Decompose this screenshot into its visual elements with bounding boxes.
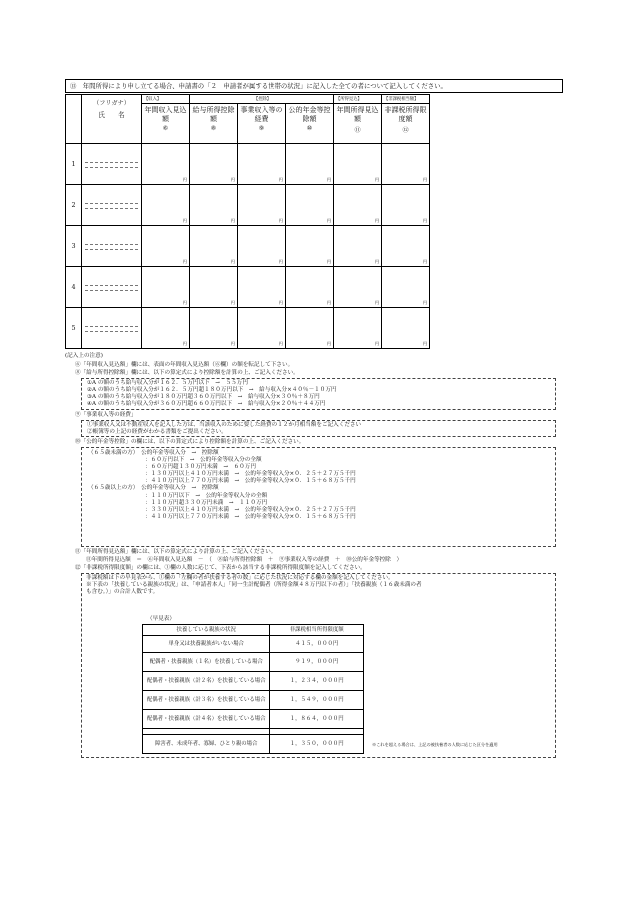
note-8-line-2: ②A の額のうち給与収入分が１６２．５万円超１８０万円以下 → 給与収入分×４０％－１０万円 xyxy=(87,387,337,394)
yen-label: 円 xyxy=(422,300,428,305)
yen-label: 円 xyxy=(230,218,235,223)
notes-title: (記入上の注意) xyxy=(65,353,103,359)
tag-nontax: 【非課税相当額】 xyxy=(382,95,430,104)
col-header-10: 公的年金等控除額 ⑩ xyxy=(286,104,334,144)
yen-label: 円 xyxy=(374,177,380,182)
amount-input[interactable] xyxy=(334,185,382,226)
name-input[interactable] xyxy=(82,144,142,185)
quick-row-status: 配偶者・扶養親族（計４名）を扶養している場合 xyxy=(143,710,270,729)
yen-label: 円 xyxy=(422,177,428,182)
note-9-line-1: ①事業収入又は不動産収入を記入した方は、当該収入のために要した経費の１２か月相当額をご記入ください xyxy=(87,422,362,428)
col-header-8: 給与所得控除額 ⑧ xyxy=(190,104,238,144)
note-9-box xyxy=(81,420,556,437)
note-10-under65-line-1: ：６０万円以下 → 公的年金等収入分の全額 xyxy=(145,457,262,464)
note-10-box xyxy=(81,447,556,547)
note-10-under65-head: （６５歳未満の方） 公的年金等収入分 → 控除額 xyxy=(88,450,219,456)
note-9-line-2: ②帳簿等の上記の経費がわかる書類をご提出ください。 xyxy=(87,429,227,436)
table-row xyxy=(66,267,430,308)
yen-label: 円 xyxy=(278,300,283,305)
quick-row-status: 障害者、未成年者、寡婦、ひとり親の場合 xyxy=(143,735,270,754)
yen-label: 円 xyxy=(326,259,332,264)
name-input[interactable] xyxy=(82,226,142,267)
quick-row-value: ９１９，０００円 xyxy=(270,653,364,672)
amount-input[interactable] xyxy=(334,144,382,185)
note-12-box-line-2: ※下表の「扶養している親族の状況」は、「申請者本人」「同一生計配偶者（所得金額４８万円以下の者）」「扶養親族（１６歳未満の者 xyxy=(86,582,422,589)
yen-label: 円 xyxy=(230,259,235,264)
col-header-12: 非課税所得限度額 ⑫ xyxy=(382,104,430,144)
col-header-9: 事業収入等の経費 ⑨ xyxy=(238,104,286,144)
name-header xyxy=(82,95,142,144)
note-11: ⑪「年間所得見込額」欄には、以下の算定式により計算の上、ご記入ください。 xyxy=(75,549,277,555)
note-12-box-line-3: も含む。）」の合計人数です。 xyxy=(86,589,159,596)
amount-input[interactable] xyxy=(238,226,286,267)
col-header-6: 年間収入見込額 ⑥ xyxy=(142,104,190,144)
quick-row-status: 配偶者・扶養親族（計２名）を扶養している場合 xyxy=(143,672,270,691)
amount-input[interactable] xyxy=(238,267,286,308)
amount-input[interactable] xyxy=(382,267,430,308)
note-8-line-3: ③A の額のうち給与収入分が１８０万円超３６０万円以下 → 給与収入分×３０％＋８万円 xyxy=(87,394,320,401)
note-12-box-line-1: 非課税額は下の早見表から、①欄の「左欄の者が扶養する者の数」に応じた状況に対応する欄の金額を記入してください。 xyxy=(86,575,394,581)
table-row xyxy=(66,185,430,226)
quick-row-value: １，３５０，０００円 xyxy=(270,735,364,754)
amount-input[interactable] xyxy=(286,308,334,349)
tag-income-estimate: 【所得見込】 xyxy=(334,95,382,104)
quick-table-note: ※これを超える場合は、上記の被扶養者の人数に応じた区分を適用 xyxy=(372,742,498,747)
amount-input[interactable] xyxy=(286,267,334,308)
note-8-line-1: ①A の額のうち給与収入分が１６２．５万円以下 → ５５万円 xyxy=(87,380,248,386)
yen-label: 円 xyxy=(422,341,428,346)
note-10-under65-line-4: ：４１０万円以上７７０万円未満 → 公的年金等収入分×０．１５＋６８万５千円 xyxy=(145,478,356,485)
row-number: 2 xyxy=(66,185,82,226)
yen-label: 円 xyxy=(182,300,187,305)
row-number: 4 xyxy=(66,267,82,308)
section-13-header: ⑬ 年間所得により申し立てる場合、申請書の「２ 申請者が属する世帯の状況」に記入した全ての者について記入してください。 xyxy=(65,79,563,93)
amount-input[interactable] xyxy=(238,144,286,185)
note-9: ⑨「事業収入等の経費」 xyxy=(75,412,137,418)
name-label: 氏 名 xyxy=(98,111,125,119)
tag-income: 【収入】 xyxy=(142,95,190,104)
amount-input[interactable] xyxy=(238,185,286,226)
row-number: 5 xyxy=(66,308,82,349)
note-10-over65-line-3: ：３３０万円以上４１０万円未満 → 公的年金等収入分×０．２５＋２７万５千円 xyxy=(145,506,356,513)
note-10-under65-line-3: ：１３０万円以上４１０万円未満 → 公的年金等収入分×０．２５＋２７万５千円 xyxy=(145,471,356,478)
amount-input[interactable] xyxy=(382,144,430,185)
yen-label: 円 xyxy=(422,218,428,223)
yen-label: 円 xyxy=(230,300,235,305)
income-table xyxy=(65,94,430,349)
yen-label: 円 xyxy=(374,341,380,346)
amount-input[interactable] xyxy=(238,308,286,349)
quick-row-status: 配偶者・扶養親族（１名）を扶養している場合 xyxy=(143,653,270,672)
quick-row-status: 配偶者・扶養親族（計３名）を扶養している場合 xyxy=(143,691,270,710)
note-10-over65-head: （６５歳以上の方） 公的年金等収入分 → 控除額 xyxy=(88,485,219,492)
yen-label: 円 xyxy=(326,177,332,182)
note-8-box xyxy=(81,378,556,410)
yen-label: 円 xyxy=(182,259,187,264)
note-10-under65-line-2: ：６０万円超１３０万円未満 → ６０万円 xyxy=(145,464,256,471)
amount-input[interactable] xyxy=(382,226,430,267)
amount-input[interactable] xyxy=(382,308,430,349)
yen-label: 円 xyxy=(422,259,428,264)
note-6: ⑥「年間収入見込額」欄には、表面の年間収入見込額（⑥欄）の額を転記して下さい。 xyxy=(75,362,294,368)
yen-label: 円 xyxy=(182,218,187,223)
limit-quick-table xyxy=(142,624,364,754)
yen-label: 円 xyxy=(278,259,283,264)
quick-row-status: 単身又は扶養親族がいない場合 xyxy=(143,636,270,653)
yen-label: 円 xyxy=(278,177,283,182)
yen-label: 円 xyxy=(230,341,235,346)
yen-label: 円 xyxy=(182,177,187,182)
table-row xyxy=(66,308,430,349)
yen-label: 円 xyxy=(230,177,235,182)
name-input[interactable] xyxy=(82,267,142,308)
quick-table-title: （早見表） xyxy=(147,616,175,622)
note-12: ⑫「非課税所得限度額」の欄には、①欄の人数に応じて、下表から該当する非課税所得限度額を記入してください。 xyxy=(75,565,366,571)
yen-label: 円 xyxy=(326,218,332,223)
note-11-formula: ⑪年間所得見込額 ＝ ⑥年間収入見込額 － （ ⑧給与所得控除額 ＋ ⑨事業収入等の経費 ＋ ⑩公的年金等控除 ） xyxy=(86,557,403,563)
yen-label: 円 xyxy=(182,341,187,346)
quick-row-value: １，５４９，０００円 xyxy=(270,691,364,710)
quick-head-limit: 非課税相当所得限度額 xyxy=(270,625,364,636)
note-10: ⑩「公的年金等控除」の欄には、以下の算定式により控除額を計算の上、ご記入ください。 xyxy=(75,439,305,445)
note-8-line-4: ④A の額のうち給与収入分が３６０万円超６６０万円以下 → 給与収入分×２０％＋４４万円 xyxy=(87,401,326,408)
col-header-11: 年間所得見込額 ⑪ xyxy=(334,104,382,144)
row-number: 3 xyxy=(66,226,82,267)
quick-row-value: ４１５，０００円 xyxy=(270,636,364,653)
amount-input[interactable] xyxy=(142,226,190,267)
yen-label: 円 xyxy=(278,341,283,346)
amount-input[interactable] xyxy=(334,226,382,267)
yen-label: 円 xyxy=(278,218,283,223)
name-input[interactable] xyxy=(82,185,142,226)
table-row xyxy=(66,226,430,267)
amount-input[interactable] xyxy=(334,308,382,349)
yen-label: 円 xyxy=(326,341,332,346)
row-number: 1 xyxy=(66,144,82,185)
amount-input[interactable] xyxy=(142,308,190,349)
note-10-over65-line-1: ：１１０万円以下 → 公的年金等収入分の全額 xyxy=(145,492,268,499)
amount-input[interactable] xyxy=(334,267,382,308)
table-row xyxy=(66,144,430,185)
amount-input[interactable] xyxy=(286,185,334,226)
amount-input[interactable] xyxy=(190,144,238,185)
yen-label: 円 xyxy=(374,259,380,264)
yen-label: 円 xyxy=(326,300,332,305)
quick-row-value: １，８６４，０００円 xyxy=(270,710,364,729)
amount-input[interactable] xyxy=(190,185,238,226)
amount-input[interactable] xyxy=(286,144,334,185)
amount-input[interactable] xyxy=(190,308,238,349)
amount-input[interactable] xyxy=(382,185,430,226)
amount-input[interactable] xyxy=(142,144,190,185)
quick-row-value: １，２３４，０００円 xyxy=(270,672,364,691)
amount-input[interactable] xyxy=(286,226,334,267)
rownum-header xyxy=(66,95,82,144)
amount-input[interactable] xyxy=(142,185,190,226)
note-10-over65-line-2: ：１１０万円超３３０万円未満 → １１０万円 xyxy=(145,499,268,506)
yen-label: 円 xyxy=(374,300,380,305)
tag-deduction: 【控除】 xyxy=(190,95,334,104)
note-10-over65-line-4: ：４１０万円以上７７０万円未満 → 公的年金等収入分×０．１５＋６８万５千円 xyxy=(145,513,356,520)
note-8: ⑧「給与所得控除額」欄には、以下の算定式により控除額を計算の上、ご記入ください。 xyxy=(75,370,299,376)
furigana-label: （フリガナ） xyxy=(93,100,130,107)
quick-head-status: 扶養している親族の状況 xyxy=(143,625,270,636)
amount-input[interactable] xyxy=(142,267,190,308)
amount-input[interactable] xyxy=(190,267,238,308)
amount-input[interactable] xyxy=(190,226,238,267)
yen-label: 円 xyxy=(374,218,380,223)
name-input[interactable] xyxy=(82,308,142,349)
